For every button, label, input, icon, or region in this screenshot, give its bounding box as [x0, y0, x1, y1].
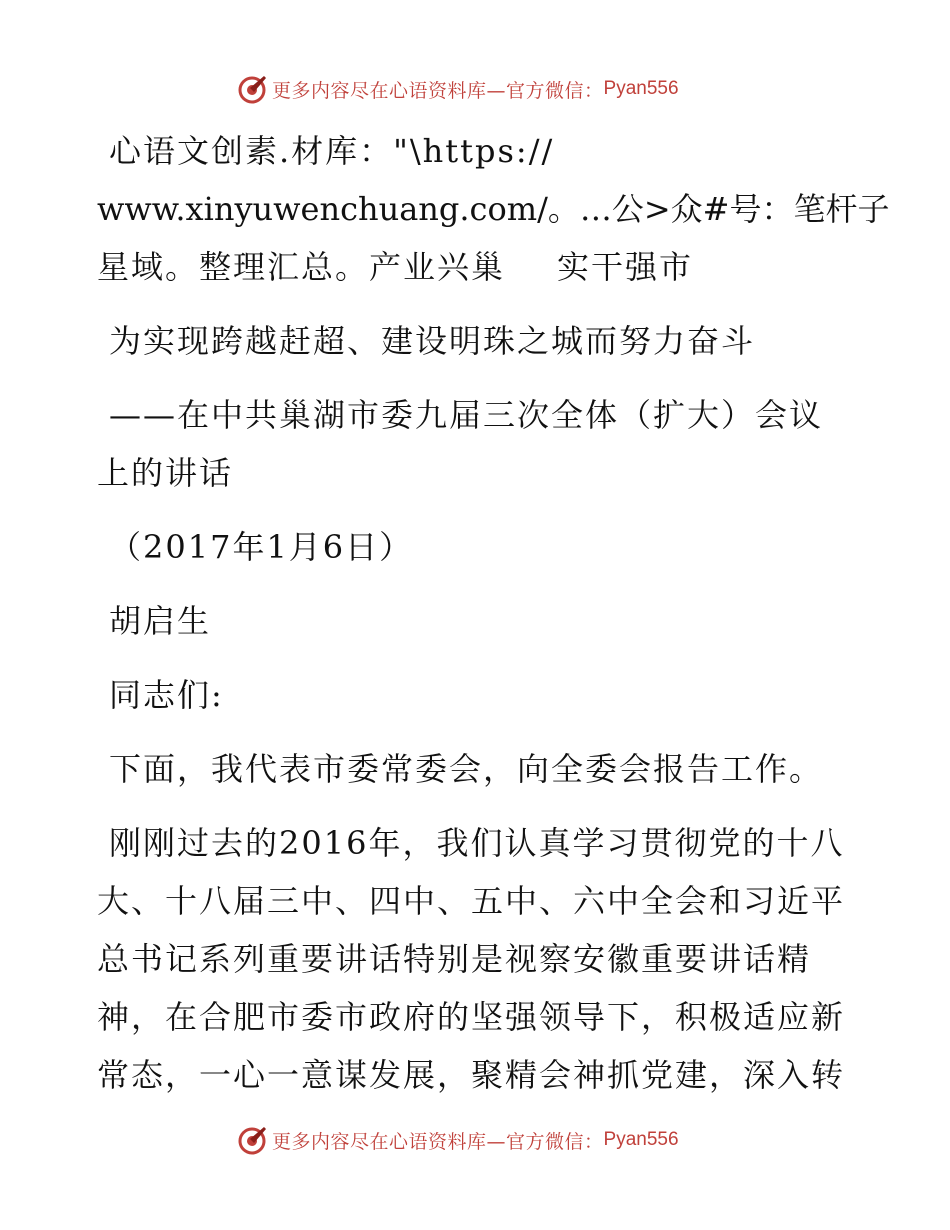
- banner-text: 更多内容尽在心语资料库—官方微信：: [272, 1130, 604, 1153]
- header-banner: [236, 72, 679, 106]
- speech-date: （2017年1月6日）: [109, 528, 414, 566]
- brush-logo-icon: [236, 1124, 268, 1156]
- banner-wechat-id: Pyan556: [603, 1129, 679, 1150]
- brush-logo-icon: [236, 73, 268, 105]
- source-line-3-part-b: 实干强市: [557, 248, 694, 286]
- source-line-1: 心语文创素.材库："\https://: [109, 132, 555, 170]
- speech-subtitle-line-2: 上的讲话: [97, 454, 234, 492]
- speech-title: 为实现跨越赶超、建设明珠之城而努力奋斗: [109, 322, 756, 360]
- banner-text: 更多内容尽在心语资料库—官方微信：: [272, 79, 604, 102]
- source-line-3-part-a: 星域。整理汇总。产业兴巢: [97, 248, 506, 286]
- paragraph-2-line-1: 刚刚过去的2016年，我们认真学习贯彻党的十八: [109, 824, 845, 862]
- source-line-2: www.xinyuwenchuang.com/。…公>众#号：笔杆子: [97, 190, 890, 228]
- document-body: [97, 122, 890, 1104]
- greeting: 同志们:: [109, 676, 224, 714]
- banner-wechat-id: Pyan556: [603, 78, 679, 99]
- paragraph-2-line-5: 常态，一心一意谋发展，聚精会神抓党建，深入转: [97, 1056, 846, 1094]
- speech-author: 胡启生: [109, 602, 212, 640]
- speech-subtitle-line-1: ——在中共巢湖市委九届三次全体（扩大）会议: [109, 396, 824, 434]
- paragraph-2-line-3: 总书记系列重要讲话特别是视察安徽重要讲话精: [97, 940, 812, 978]
- paragraph-1: 下面，我代表市委常委会，向全委会报告工作。: [109, 750, 824, 788]
- source-line-3: [97, 238, 857, 296]
- paragraph-2-line-2: 大、十八届三中、四中、五中、六中全会和习近平: [97, 882, 846, 920]
- footer-banner: [236, 1123, 679, 1157]
- paragraph-2-line-4: 神，在合肥市委市政府的坚强领导下，积极适应新: [97, 998, 846, 1036]
